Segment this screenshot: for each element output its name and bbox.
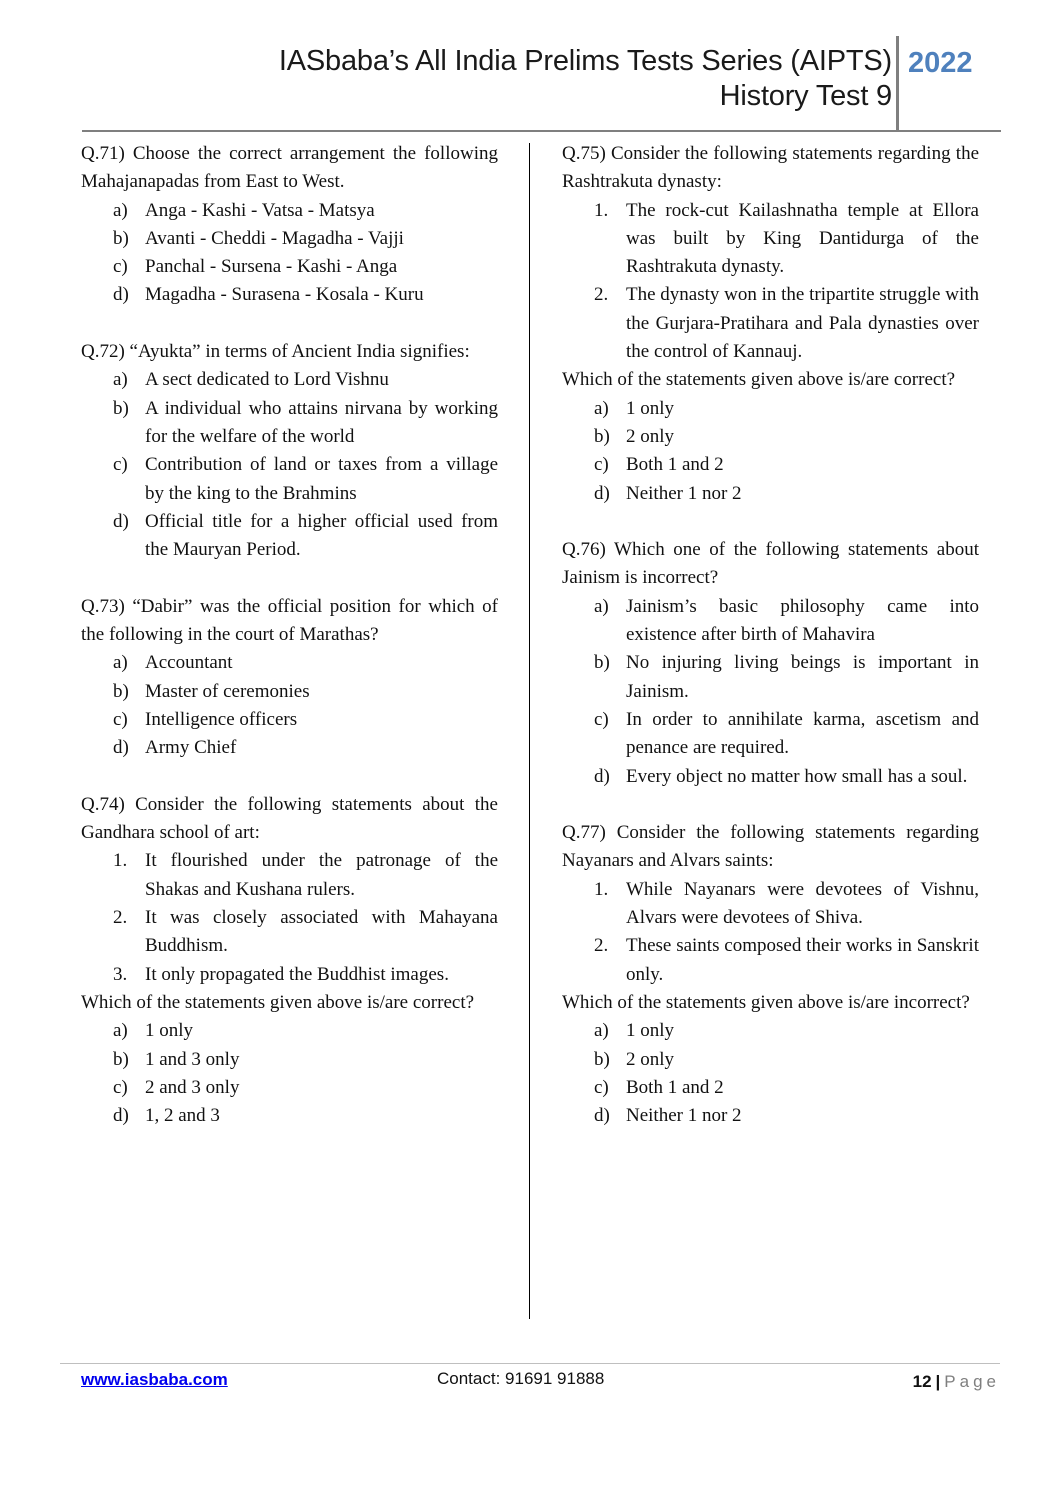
statements-list <box>81 847 498 988</box>
question-prompt: Which of the statements given above is/are correct? <box>81 991 475 1013</box>
option-text: In order to annihilate karma, ascetism and penance are required. <box>626 708 979 759</box>
option-text: Both 1 and 2 <box>626 1076 724 1098</box>
option <box>81 225 498 253</box>
option-text: 1 only <box>626 1020 675 1042</box>
page-word: Page <box>944 1372 1000 1391</box>
option <box>562 451 979 479</box>
question-77 <box>562 819 979 1130</box>
header-separator <box>896 36 899 131</box>
left-column <box>81 140 498 1130</box>
options-list <box>562 395 979 508</box>
option <box>81 451 498 508</box>
option <box>562 423 979 451</box>
option-key: c) <box>113 256 128 278</box>
option-text: Every object no matter how small has a soul. <box>626 765 968 787</box>
option <box>81 366 498 394</box>
option <box>562 395 979 423</box>
option-key: d) <box>594 765 610 787</box>
option <box>81 1046 498 1074</box>
statement <box>562 281 979 366</box>
option-text: 2 only <box>626 425 675 447</box>
column-divider <box>529 143 530 1319</box>
option-text: Accountant <box>145 652 233 674</box>
option-text: Anga - Kashi - Vatsa - Matsya <box>145 199 375 221</box>
question-71 <box>81 140 498 310</box>
option <box>81 678 498 706</box>
statement-number: 1. <box>594 199 609 221</box>
option <box>81 395 498 452</box>
options-list <box>81 649 498 762</box>
question-prompt: Which of the statements given above is/are correct? <box>562 369 956 391</box>
question-73 <box>81 593 498 763</box>
question-75 <box>562 140 979 508</box>
options-list <box>562 593 979 791</box>
statement <box>562 932 979 989</box>
option-key: a) <box>113 652 128 674</box>
option-text: Master of ceremonies <box>145 680 310 702</box>
page-indicator <box>913 1372 1000 1392</box>
option <box>562 1074 979 1102</box>
option-key: d) <box>113 1105 129 1127</box>
footer-contact: Contact: 91691 91888 <box>437 1369 605 1388</box>
option-key: a) <box>594 1020 609 1042</box>
statement <box>562 876 979 933</box>
option-key: a) <box>113 1020 128 1042</box>
option-text: A individual who attains nirvana by working for the welfare of the world <box>145 397 498 447</box>
question-text: Q.73) “Dabir” was the official position for which of the following in the court of Marathas? <box>81 595 498 646</box>
option <box>562 1017 979 1045</box>
page-separator: | <box>935 1372 941 1391</box>
option <box>81 197 498 225</box>
option-key: c) <box>594 708 609 730</box>
statement <box>81 904 498 961</box>
option-key: c) <box>113 454 128 476</box>
question-text: Q.77) Consider the following statements regarding Nayanars and Alvars saints: <box>562 822 979 872</box>
statement-text: The rock-cut Kailashnatha temple at Ellora was built by King Dantidurga of the Rashtrakuta dynasty. <box>626 199 979 278</box>
page-header <box>0 0 1059 135</box>
option-text: Magadha - Surasena - Kosala - Kuru <box>145 284 424 306</box>
option-key: a) <box>594 397 609 419</box>
option-key: c) <box>113 1076 128 1098</box>
question-76 <box>562 536 979 791</box>
option <box>81 281 498 309</box>
option-key: b) <box>113 680 129 702</box>
option <box>81 734 498 762</box>
options-list <box>81 1017 498 1130</box>
option-text: 2 and 3 only <box>145 1076 240 1098</box>
statement-text: These saints composed their works in Sanskrit only. <box>626 935 979 985</box>
statements-list <box>562 197 979 367</box>
question-text: Q.71) Choose the correct arrangement the following Mahajanapadas from East to West. <box>81 143 498 193</box>
option-text: No injuring living beings is important in Jainism. <box>626 652 979 702</box>
option-key: d) <box>113 284 129 306</box>
statement-text: It was closely associated with Mahayana Buddhism. <box>145 907 498 957</box>
question-74 <box>81 791 498 1131</box>
option-key: b) <box>594 1048 610 1070</box>
header-title <box>279 44 892 114</box>
option <box>81 1102 498 1130</box>
option <box>81 508 498 565</box>
option-text: Panchal - Sursena - Kashi - Anga <box>145 256 398 278</box>
option-text: 1, 2 and 3 <box>145 1105 220 1127</box>
option-key: c) <box>594 454 609 476</box>
statement-number: 2. <box>594 935 609 957</box>
statement <box>562 197 979 282</box>
options-list <box>81 366 498 564</box>
option-key: d) <box>594 482 610 504</box>
question-text: Q.74) Consider the following statements about the Gandhara school of art: <box>81 793 498 844</box>
question-72 <box>81 338 498 564</box>
option <box>81 253 498 281</box>
statement-number: 1. <box>113 850 128 872</box>
header-year: 2022 <box>908 47 973 79</box>
header-title-line2: History Test 9 <box>719 80 892 112</box>
option-key: b) <box>113 227 129 249</box>
statement-text: The dynasty won in the tripartite struggle with the Gurjara-Pratihara and Pala dynasties over the control of Kannauj. <box>626 284 980 363</box>
option-text: 2 only <box>626 1048 675 1070</box>
option <box>81 649 498 677</box>
footer-rule <box>60 1363 1000 1364</box>
statement-number: 2. <box>594 284 609 306</box>
question-text: Q.76) Which one of the following statements about Jainism is incorrect? <box>562 539 979 589</box>
question-text: Q.72) “Ayukta” in terms of Ancient India signifies: <box>81 341 470 363</box>
option-text: Official title for a higher official used from the Mauryan Period. <box>145 510 498 561</box>
option-text: Contribution of land or taxes from a village by the king to the Brahmins <box>145 454 498 504</box>
option-text: Army Chief <box>145 737 237 759</box>
option-key: d) <box>113 510 129 532</box>
option-text: Intelligence officers <box>145 708 298 730</box>
option <box>562 763 979 791</box>
options-list <box>562 1017 979 1130</box>
question-text: Q.75) Consider the following statements regarding the Rashtrakuta dynasty: <box>562 143 979 193</box>
option <box>562 480 979 508</box>
option <box>81 1017 498 1045</box>
question-prompt: Which of the statements given above is/are incorrect? <box>562 991 970 1013</box>
option-text: Neither 1 nor 2 <box>626 482 742 504</box>
option <box>562 1102 979 1130</box>
statement-number: 1. <box>594 878 609 900</box>
statement-text: It only propagated the Buddhist images. <box>145 963 449 985</box>
statement <box>81 847 498 904</box>
option <box>562 649 979 706</box>
option-key: d) <box>113 737 129 759</box>
option-key: b) <box>594 425 610 447</box>
option-key: c) <box>594 1076 609 1098</box>
option-key: b) <box>113 1048 129 1070</box>
option-key: a) <box>113 369 128 391</box>
option-key: a) <box>113 199 128 221</box>
option-key: d) <box>594 1105 610 1127</box>
option <box>562 706 979 763</box>
statement-text: It flourished under the patronage of the Shakas and Kushana rulers. <box>145 850 498 900</box>
statement-number: 3. <box>113 963 128 985</box>
option-text: Jainism’s basic philosophy came into existence after birth of Mahavira <box>626 595 979 646</box>
option <box>562 593 979 650</box>
option-text: Both 1 and 2 <box>626 454 724 476</box>
statement-number: 2. <box>113 907 128 929</box>
option-text: 1 only <box>145 1020 194 1042</box>
statements-list <box>562 876 979 989</box>
option-text: 1 and 3 only <box>145 1048 240 1070</box>
header-title-line1: IASbaba’s All India Prelims Tests Series (AIPTS) <box>278 45 892 77</box>
option-key: a) <box>594 595 609 617</box>
option <box>81 706 498 734</box>
option-text: 1 only <box>626 397 675 419</box>
page-number: 12 <box>912 1372 932 1391</box>
option-key: b) <box>594 652 610 674</box>
option-text: Neither 1 nor 2 <box>626 1105 742 1127</box>
options-list <box>81 197 498 310</box>
website-link[interactable]: www.iasbaba.com <box>81 1370 228 1389</box>
statement-text: While Nayanars were devotees of Vishnu, Alvars were devotees of Shiva. <box>626 878 979 929</box>
right-column <box>562 140 979 1130</box>
option-text: Avanti - Cheddi - Magadha - Vajji <box>145 227 404 249</box>
option-text: A sect dedicated to Lord Vishnu <box>145 369 389 391</box>
statement <box>81 961 498 989</box>
option-key: c) <box>113 708 128 730</box>
option-key: b) <box>113 397 129 419</box>
option <box>562 1046 979 1074</box>
header-rule <box>82 130 1001 132</box>
option <box>81 1074 498 1102</box>
